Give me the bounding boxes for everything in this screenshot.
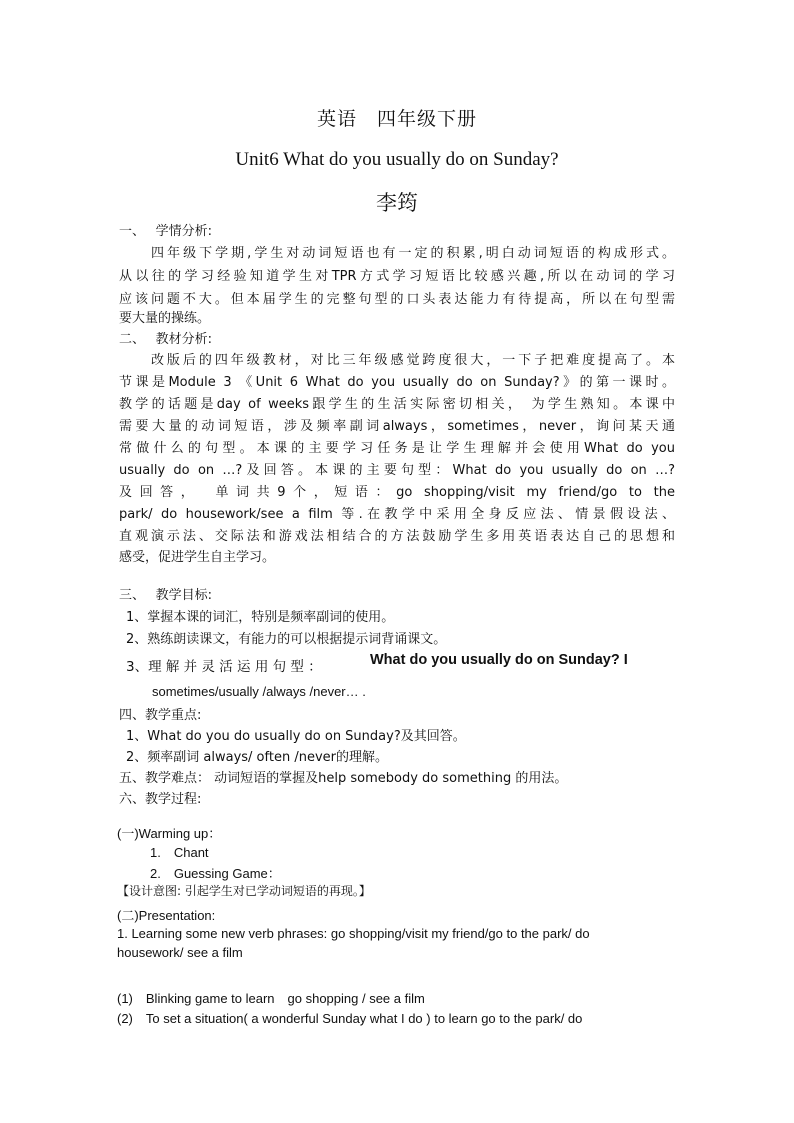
unit-title: Unit6 What do you usually do on Sunday? xyxy=(235,149,559,170)
goal-item-3-lead: 3、理 解 并 灵 活 运 用 句 型 ： xyxy=(126,659,322,675)
paragraph-line: 及回答， 单词共9个，短语：go shopping/visit my friend/go to the xyxy=(119,485,675,500)
paragraph-line: 教学的话题是day of weeks跟学生的生活实际密切相关， 为学生熟知。本课中 xyxy=(119,397,675,412)
paragraph-line: 需要大量的动词短语，涉及频率副词always，sometimes，never，询问某天通 xyxy=(119,419,675,434)
design-intent-note: 【设计意图: 引起学生对已学动词短语的再现。】 xyxy=(117,884,371,898)
section-heading-material-analysis: 二、 教材分析: xyxy=(119,332,213,347)
learning-phrases-line: 1. Learning some new verb phrases: go shopping/visit my friend/go to the park/ do xyxy=(117,926,590,941)
paragraph-line: park/ do housework/see a film 等.在教学中采用全身反应法、情景假设法、 xyxy=(119,507,675,522)
section-heading-teaching-process: 六、教学过程: xyxy=(119,792,202,807)
paragraph-line: 要大量的操练。 xyxy=(119,311,211,326)
warming-item: 1. Chant xyxy=(150,845,209,860)
paragraph-line: 常做什么的句型。本课的主要学习任务是让学生理解并会使用What do you xyxy=(119,441,675,456)
paragraph-line: 应该问题不大。但本届学生的完整句型的口头表达能力有待提高，所以在句型需 xyxy=(119,292,675,307)
document-subject-title: 英语 四年级下册 xyxy=(316,108,477,130)
key-point-item: 1、What do you do usually do on Sunday?及其回答。 xyxy=(126,729,466,744)
paragraph-line: 四年级下学期,学生对动词短语也有一定的积累,明白动词短语的构成形式。 xyxy=(119,246,675,261)
paragraph-line: 直观演示法、交际法和游戏法相结合的方法鼓励学生多用英语表达自己的思想和 xyxy=(119,529,675,544)
key-point-item: 2、频率副词 always/ often /never的理解。 xyxy=(126,750,388,765)
learning-phrases-line: housework/ see a film xyxy=(117,945,243,960)
section-heading-teaching-goals: 三、 教学目标: xyxy=(119,588,213,603)
goal-item-3-sentence: What do you usually do on Sunday? I xyxy=(370,652,628,668)
goal-item: 2、熟练朗读课文，有能力的可以根据提示词背诵课文。 xyxy=(126,632,447,647)
presentation-step: (1) Blinking game to learn go shopping / see a film xyxy=(117,991,425,1006)
paragraph-line: 节课是Module 3 《Unit 6 What do you usually do on Sunday?》的第一课时。 xyxy=(119,375,675,390)
paragraph-line: 从以往的学习经验知道学生对TPR方式学习短语比较感兴趣,所以在动词的学习 xyxy=(119,269,675,284)
warming-up-heading: (一)Warming up： xyxy=(117,826,222,841)
warming-item: 2. Guessing Game： xyxy=(150,866,281,881)
goal-item-3-continuation: sometimes/usually /always /never… . xyxy=(152,684,366,699)
presentation-heading: (二)Presentation: xyxy=(117,908,216,923)
paragraph-line: usually do on …?及回答。本课的主要句型：What do you usually do on …? xyxy=(119,463,675,478)
author-name: 李筠 xyxy=(376,191,418,215)
section-heading-learner-analysis: 一、 学情分析: xyxy=(119,224,213,239)
section-difficult-points: 五、教学难点： 动词短语的掌握及help somebody do something 的用法。 xyxy=(119,771,568,786)
paragraph-line: 感受，促进学生自主学习。 xyxy=(119,550,276,565)
section-heading-key-points: 四、教学重点: xyxy=(119,708,202,723)
paragraph-line: 改版后的四年级教材，对比三年级感觉跨度很大，一下子把难度提高了。本 xyxy=(119,353,675,368)
presentation-step: (2) To set a situation( a wonderful Sunday what I do ) to learn go to the park/ do xyxy=(117,1011,583,1026)
goal-item: 1、掌握本课的词汇，特别是频率副词的使用。 xyxy=(126,610,395,625)
